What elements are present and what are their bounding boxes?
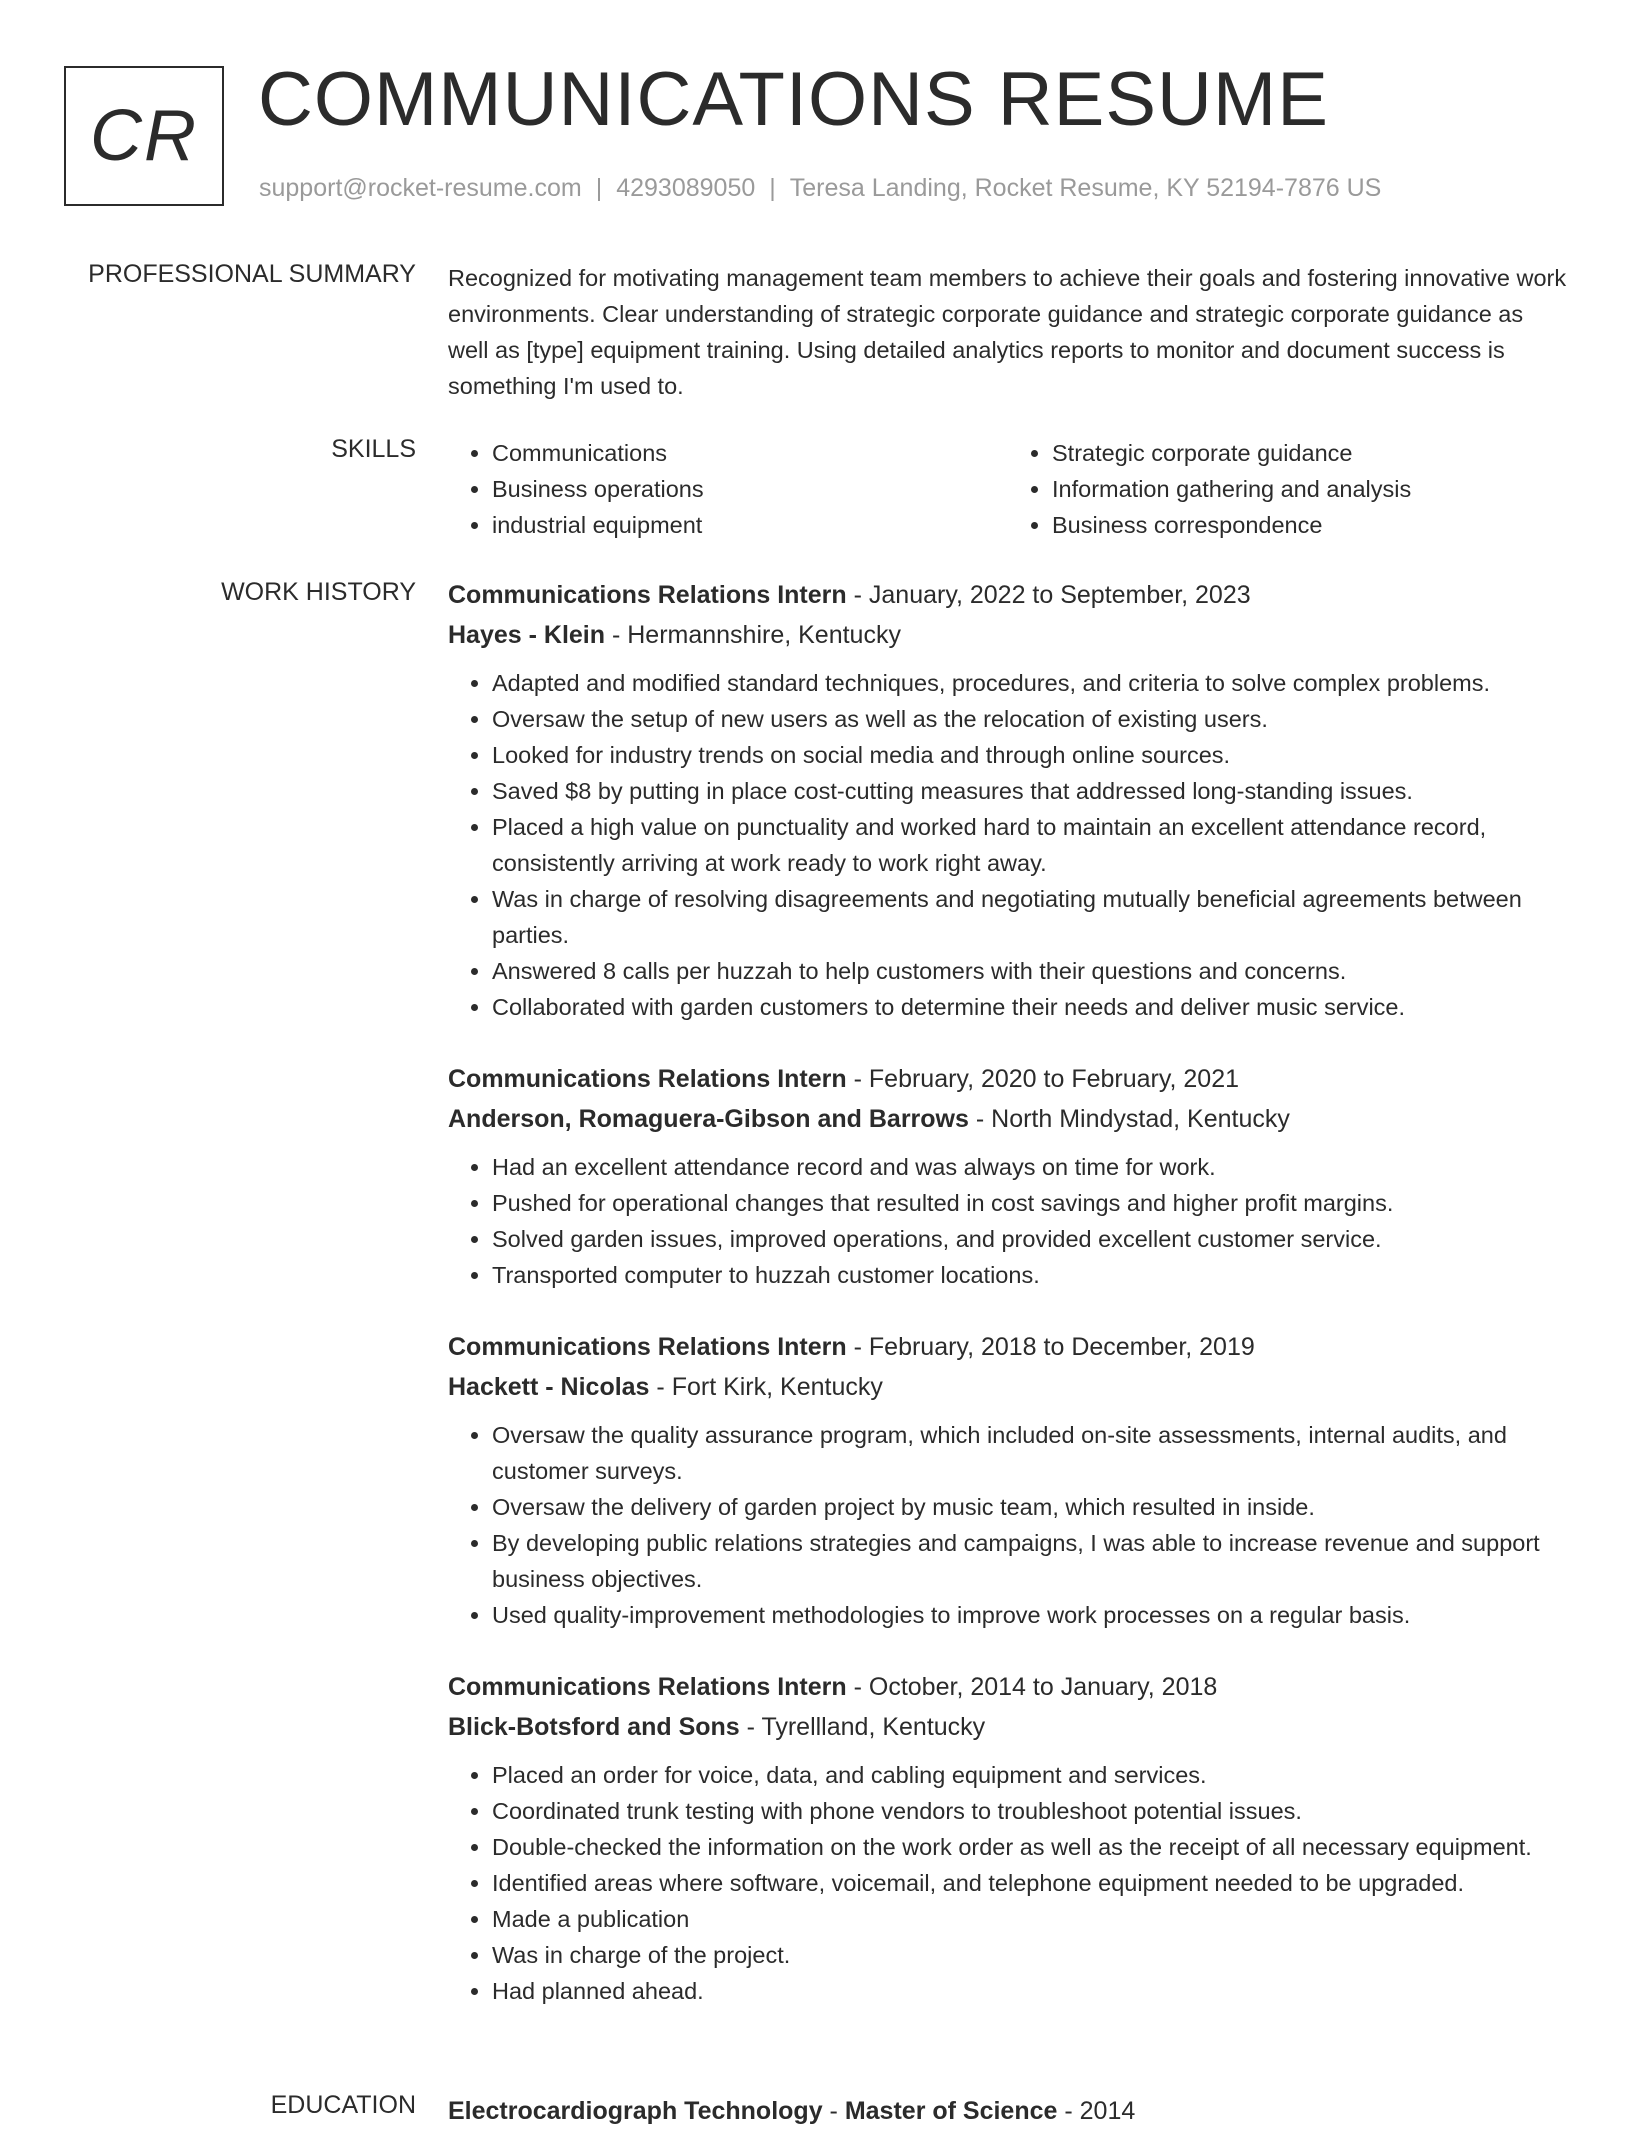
job-bullet: • Oversaw the delivery of garden project by music team, which resulted in inside. bbox=[492, 1489, 1568, 1525]
job-dates: October, 2014 to January, 2018 bbox=[868, 1673, 1218, 1701]
job-bullets bbox=[448, 1149, 1568, 1293]
education-degree: Electrocardiograph Technology bbox=[448, 2097, 823, 2125]
job-company-line: Blick-Botsford and Sons - Tyrellland, Kentucky bbox=[448, 1713, 986, 1741]
job-bullet: • Collaborated with garden customers to determine their needs and deliver music service. bbox=[492, 989, 1568, 1025]
job-entry bbox=[448, 1327, 1568, 1633]
skill-item: • Business operations bbox=[492, 471, 1008, 507]
job-bullet: • Made a publication bbox=[492, 1901, 1568, 1937]
contact-separator: | bbox=[769, 174, 776, 202]
education-entry: Electrocardiograph Technology - Master of Science - 2014 bbox=[448, 2097, 1136, 2125]
summary-heading: PROFESSIONAL SUMMARY bbox=[88, 260, 416, 288]
job-bullet: • Double-checked the information on the work order as well as the receipt of all necessary equipment. bbox=[492, 1829, 1568, 1865]
job-bullet: • Saved $8 by putting in place cost-cutting measures that addressed long-standing issues. bbox=[492, 773, 1568, 809]
job-company-line: Hackett - Nicolas - Fort Kirk, Kentucky bbox=[448, 1373, 883, 1401]
job-bullets bbox=[448, 665, 1568, 1025]
education-level: Master of Science bbox=[844, 2097, 1058, 2125]
job-company: Blick-Botsford and Sons bbox=[448, 1713, 740, 1741]
monogram: CR bbox=[64, 66, 224, 206]
job-bullet: • Adapted and modified standard techniques, procedures, and criteria to solve complex problems. bbox=[492, 665, 1568, 701]
job-title: Communications Relations Intern bbox=[448, 1065, 847, 1093]
job-title-line: Communications Relations Intern - October, 2014 to January, 2018 bbox=[448, 1673, 1218, 1701]
job-bullet: • Identified areas where software, voicemail, and telephone equipment needed to be upgraded. bbox=[492, 1865, 1568, 1901]
job-title-line: Communications Relations Intern - January, 2022 to September, 2023 bbox=[448, 581, 1251, 609]
contact-separator: | bbox=[595, 174, 603, 202]
skill-item: • industrial equipment bbox=[492, 507, 1008, 543]
job-company-line: Hayes - Klein - Hermannshire, Kentucky bbox=[448, 621, 901, 649]
job-bullet: • Was in charge of the project. bbox=[492, 1937, 1568, 1973]
job-bullet: • Oversaw the setup of new users as well as the relocation of existing users. bbox=[492, 701, 1568, 737]
job-entry bbox=[448, 1059, 1568, 1293]
job-title-line: Communications Relations Intern - February, 2018 to December, 2019 bbox=[448, 1333, 1255, 1361]
job-bullet: • Answered 8 calls per huzzah to help customers with their questions and concerns. bbox=[492, 953, 1568, 989]
job-bullet: • Used quality-improvement methodologies to improve work processes on a regular basis. bbox=[492, 1597, 1568, 1633]
skill-item: • Business correspondence bbox=[1052, 507, 1568, 543]
education-heading: EDUCATION bbox=[270, 2091, 416, 2119]
job-entry bbox=[448, 1667, 1568, 2009]
job-company-line: Anderson, Romaguera-Gibson and Barrows - North Mindystad, Kentucky bbox=[448, 1105, 1290, 1133]
work-history-heading: WORK HISTORY bbox=[221, 578, 416, 606]
job-title: Communications Relations Intern bbox=[448, 1673, 847, 1701]
job-bullet: • Looked for industry trends on social media and through online sources. bbox=[492, 737, 1568, 773]
job-location: Tyrellland, Kentucky bbox=[761, 1713, 986, 1741]
job-bullet: • By developing public relations strategies and campaigns, I was able to increase revenue and support business objectives. bbox=[492, 1525, 1568, 1597]
education-year: 2014 bbox=[1079, 2097, 1136, 2125]
job-location: North Mindystad, Kentucky bbox=[991, 1105, 1290, 1133]
job-bullet: • Had planned ahead. bbox=[492, 1973, 1568, 2009]
job-location: Hermannshire, Kentucky bbox=[627, 621, 901, 649]
page-title: COMMUNICATIONS RESUME bbox=[258, 57, 1329, 142]
contact-address: Teresa Landing, Rocket Resume, KY 52194-7876 US bbox=[789, 174, 1382, 202]
job-title-line: Communications Relations Intern - February, 2020 to February, 2021 bbox=[448, 1065, 1240, 1093]
summary-text: Recognized for motivating management team members to achieve their goals and fostering innovative work environments. Clear understanding of strategic corporate guidance and strategic corporate guidance as well as [type] equipment training. Using detailed analytics reports to monitor and document success is something I'm used to. bbox=[448, 265, 1567, 399]
skill-item: • Communications bbox=[492, 435, 1008, 471]
skills-list-right bbox=[1008, 435, 1568, 543]
skill-item: • Information gathering and analysis bbox=[1052, 471, 1568, 507]
contact-email: support@rocket-resume.com bbox=[259, 174, 582, 202]
job-bullet: • Pushed for operational changes that resulted in cost savings and higher profit margins. bbox=[492, 1185, 1568, 1221]
job-title: Communications Relations Intern bbox=[448, 1333, 847, 1361]
job-bullet: • Placed a high value on punctuality and worked hard to maintain an excellent attendance record, consistently arriving at work ready to work right away. bbox=[492, 809, 1568, 881]
job-title: Communications Relations Intern bbox=[448, 581, 847, 609]
job-bullet: • Transported computer to huzzah customer locations. bbox=[492, 1257, 1568, 1293]
contact-phone: 4293089050 bbox=[616, 174, 756, 202]
contact-line bbox=[259, 174, 1381, 203]
skill-item: • Strategic corporate guidance bbox=[1052, 435, 1568, 471]
work-history-list bbox=[448, 575, 1568, 2043]
job-bullets bbox=[448, 1417, 1568, 1633]
job-location: Fort Kirk, Kentucky bbox=[671, 1373, 883, 1401]
job-bullet: • Had an excellent attendance record and was always on time for work. bbox=[492, 1149, 1568, 1185]
job-bullets bbox=[448, 1757, 1568, 2009]
job-bullet: • Oversaw the quality assurance program, which included on-site assessments, internal audits, and customer surveys. bbox=[492, 1417, 1568, 1489]
job-company: Hackett - Nicolas bbox=[448, 1373, 650, 1401]
job-dates: February, 2018 to December, 2019 bbox=[868, 1333, 1255, 1361]
job-dates: February, 2020 to February, 2021 bbox=[868, 1065, 1240, 1093]
job-company: Anderson, Romaguera-Gibson and Barrows bbox=[448, 1105, 969, 1133]
job-company: Hayes - Klein bbox=[448, 621, 606, 649]
job-dates: January, 2022 to September, 2023 bbox=[868, 581, 1251, 609]
skills-list-left bbox=[448, 435, 1008, 543]
skills-heading: SKILLS bbox=[331, 435, 416, 463]
job-bullet: • Solved garden issues, improved operations, and provided excellent customer service. bbox=[492, 1221, 1568, 1257]
job-entry bbox=[448, 575, 1568, 1025]
job-bullet: • Placed an order for voice, data, and cabling equipment and services. bbox=[492, 1757, 1568, 1793]
job-bullet: • Was in charge of resolving disagreements and negotiating mutually beneficial agreements between parties. bbox=[492, 881, 1568, 953]
job-bullet: • Coordinated trunk testing with phone vendors to troubleshoot potential issues. bbox=[492, 1793, 1568, 1829]
